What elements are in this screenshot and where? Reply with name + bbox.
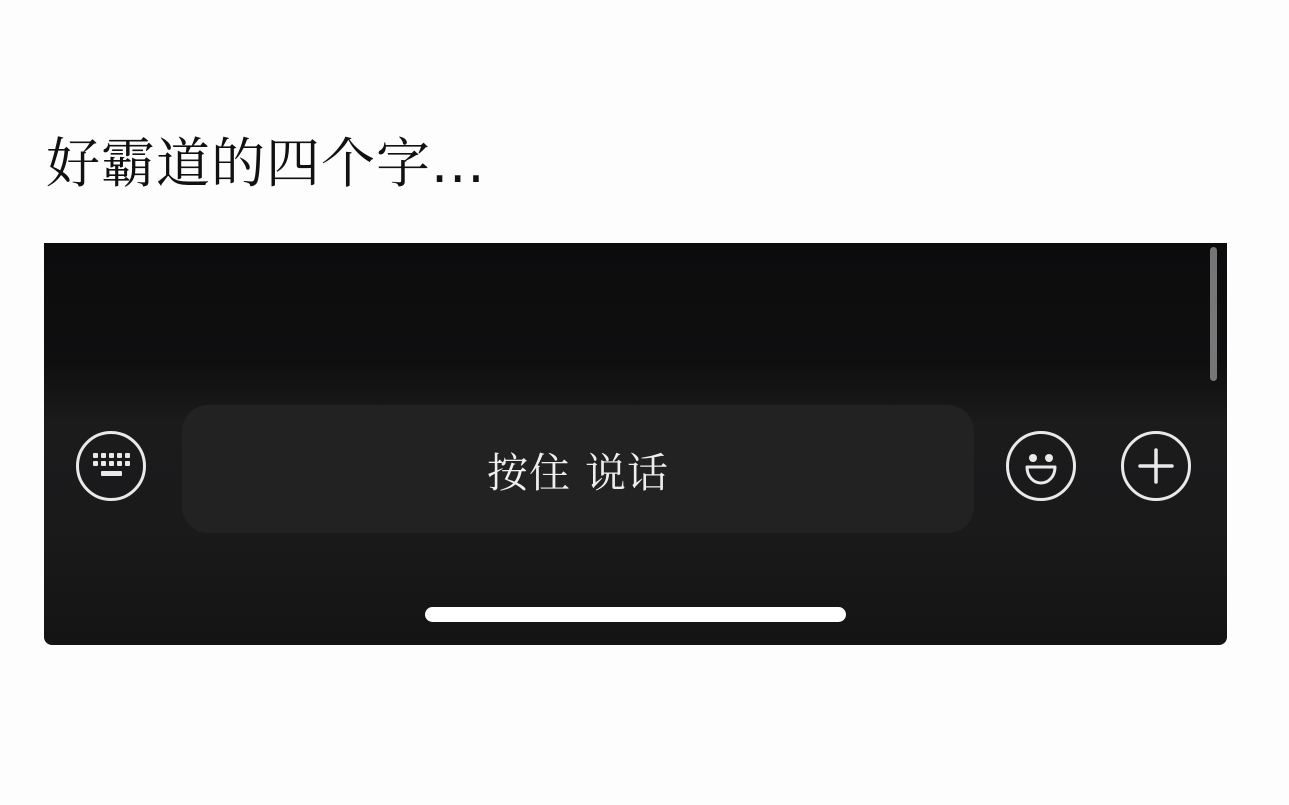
keyboard-toggle-button[interactable]	[76, 431, 146, 501]
scrollbar[interactable]	[1210, 247, 1217, 381]
emoji-button[interactable]	[1006, 431, 1076, 501]
plus-icon	[1136, 446, 1176, 486]
caption-text: 好霸道的四个字...	[46, 132, 486, 195]
hold-to-talk-button[interactable]	[182, 405, 974, 533]
smiley-face-icon	[1018, 443, 1064, 489]
more-options-button[interactable]	[1121, 431, 1191, 501]
chat-input-panel	[44, 243, 1227, 645]
keyboard-icon	[91, 451, 131, 481]
home-indicator[interactable]	[425, 607, 846, 622]
hold-to-talk-label: 按住 说话	[486, 448, 670, 497]
